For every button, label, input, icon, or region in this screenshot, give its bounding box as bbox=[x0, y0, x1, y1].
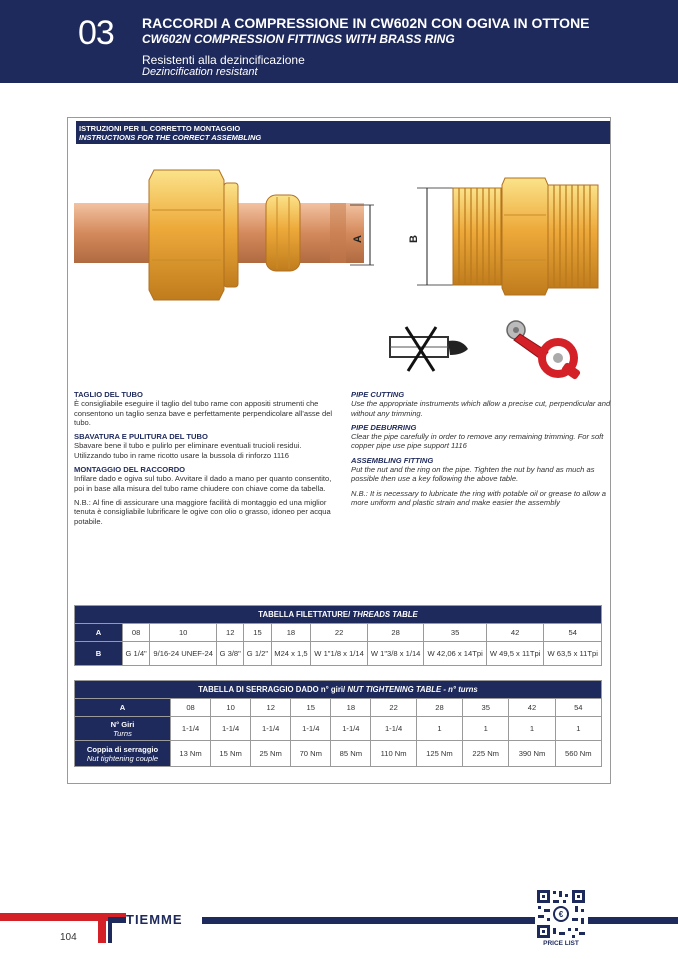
instruction-item bbox=[351, 423, 613, 451]
page-header bbox=[0, 0, 678, 83]
row-label-it: Coppia di serraggio bbox=[86, 744, 159, 754]
table-cell: 1-1/4 bbox=[371, 717, 416, 741]
instruction-text: È consigliabile eseguire il taglio del tubo rame con appositi strumenti che consentono un taglio senza bave e perfettamente perpendicolare all'asse del tubo. bbox=[74, 399, 333, 427]
table-cell: 08 bbox=[171, 699, 211, 717]
page-subtitle: Resistenti alla dezincificazione bbox=[142, 53, 305, 67]
instruction-item bbox=[74, 465, 336, 493]
table-row bbox=[75, 642, 602, 666]
table-cell: 1-1/4 bbox=[211, 717, 251, 741]
instruction-text: Put the nut and the ring on the pipe. Tighten the nut by hand as much as possible then use a key following the above table. bbox=[351, 465, 595, 484]
table-cell: W 1"3/8 x 1/14 bbox=[367, 642, 424, 666]
table-cell: 22 bbox=[311, 624, 368, 642]
caption-it: TABELLA FILETTATURE/ bbox=[258, 610, 351, 619]
dimension-b-label: B bbox=[408, 235, 420, 243]
footer-logo-mark bbox=[86, 913, 126, 945]
footer-blue-bar bbox=[202, 917, 535, 924]
table-cell: 18 bbox=[271, 624, 311, 642]
table-cell: M24 x 1,5 bbox=[271, 642, 311, 666]
table-cell: 25 Nm bbox=[251, 741, 291, 767]
table-row bbox=[75, 624, 602, 642]
table-cell: 15 bbox=[291, 699, 331, 717]
caption-it: TABELLA DI SERRAGGIO DADO n° giri/ bbox=[198, 685, 346, 694]
hex-body bbox=[502, 178, 548, 295]
table-cell: G 1/4" bbox=[123, 642, 150, 666]
caption-en: THREADS TABLE bbox=[352, 610, 418, 619]
row-header: B bbox=[75, 642, 123, 666]
row-label-en: Turns bbox=[113, 728, 132, 738]
table-cell: 560 Nm bbox=[555, 741, 601, 767]
instructions-en bbox=[351, 390, 613, 512]
instruction-item bbox=[351, 456, 613, 484]
table-row bbox=[75, 717, 602, 741]
instruction-heading: PIPE CUTTING bbox=[351, 390, 405, 399]
instruction-text: N.B.: Al fine di assicurare una maggiore facilità di montaggio ed una miglior tenuta è consigliabile lubrificare le ogive con olio o grasso, idoneo per acqua potabile. bbox=[74, 497, 331, 526]
instruction-heading: PIPE DEBURRING bbox=[351, 422, 417, 432]
table-cell: 225 Nm bbox=[463, 741, 509, 767]
instruction-text: Sbavare bene il tubo e pulirlo per eliminare eventuali trucioli residui. Utilizzando tubo in rame ricotto usare la bussola di rinforzo 1116 bbox=[74, 441, 302, 460]
row-label-en: Nut tightening couple bbox=[86, 753, 159, 763]
table-cell: 1 bbox=[555, 717, 601, 741]
page-title-en: CW602N COMPRESSION FITTINGS WITH BRASS RING bbox=[142, 32, 455, 46]
instruction-item bbox=[74, 390, 336, 427]
table-cell: 22 bbox=[371, 699, 416, 717]
instruction-text: Clear the pipe carefully in order to remove any remaining trimming. For soft copper pipe use pipe support 1116 bbox=[351, 432, 604, 451]
table-cell: W 1"1/8 x 1/14 bbox=[311, 642, 368, 666]
table-cell: 390 Nm bbox=[509, 741, 555, 767]
tightening-table-caption bbox=[75, 681, 602, 699]
instruction-heading: TAGLIO DEL TUBO bbox=[74, 390, 143, 399]
instructions-heading-en: INSTRUCTIONS FOR THE CORRECT ASSEMBLING bbox=[79, 133, 262, 142]
row-header: A bbox=[75, 624, 123, 642]
fitting-nut bbox=[149, 170, 224, 300]
row-header: A bbox=[75, 699, 171, 717]
table-cell: 18 bbox=[331, 699, 371, 717]
table-cell: 10 bbox=[211, 699, 251, 717]
qr-code-icon[interactable] bbox=[535, 888, 587, 940]
table-cell: W 63,5 x 11Tpi bbox=[544, 642, 602, 666]
threads-table bbox=[74, 605, 602, 666]
table-cell: 1-1/4 bbox=[171, 717, 211, 741]
table-row bbox=[75, 741, 602, 767]
table-cell: 15 Nm bbox=[211, 741, 251, 767]
instruction-item bbox=[74, 432, 336, 460]
row-label-it: N° Giri bbox=[110, 719, 135, 729]
threaded-fitting-illustration bbox=[405, 175, 605, 300]
tightening-table bbox=[74, 680, 602, 767]
table-cell: G 3/8" bbox=[217, 642, 244, 666]
footer-blue-bar-right bbox=[588, 917, 678, 924]
instruction-text: Infilare dado e ogiva sul tubo. Avvitare il dado a mano per quanto consentito, poi in base alla misura del tubo rame chiudere con chiave come da tabella. bbox=[74, 474, 332, 493]
table-cell: 9/16-24 UNEF-24 bbox=[150, 642, 217, 666]
instruction-text: N.B.: It is necessary to lubricate the ring with potable oil or grease to allow a more uniform and plastic strain and make easier the assembly bbox=[351, 488, 606, 507]
page-number: 104 bbox=[60, 932, 77, 943]
table-cell: G 1/2" bbox=[244, 642, 271, 666]
table-cell: 1-1/4 bbox=[251, 717, 291, 741]
table-cell: 1 bbox=[416, 717, 462, 741]
brand-logo: TIEMME bbox=[126, 912, 183, 927]
dimension-a-label: A bbox=[352, 235, 364, 243]
table-cell: 70 Nm bbox=[291, 741, 331, 767]
threads-table-caption bbox=[75, 606, 602, 624]
instruction-heading: SBAVATURA E PULITURA DEL TUBO bbox=[74, 432, 208, 442]
table-cell: 1-1/4 bbox=[331, 717, 371, 741]
table-cell: W 42,06 x 14Tpi bbox=[424, 642, 486, 666]
table-cell: 1 bbox=[463, 717, 509, 741]
instruction-text: Use the appropriate instruments which allow a precise cut, perpendicular and without any trimming. bbox=[351, 399, 611, 418]
table-cell: 125 Nm bbox=[416, 741, 462, 767]
instructions-it bbox=[74, 390, 336, 531]
brass-ring bbox=[266, 195, 300, 271]
instruction-item bbox=[351, 390, 613, 418]
table-cell: 1 bbox=[509, 717, 555, 741]
table-cell: 54 bbox=[544, 624, 602, 642]
table-cell: 08 bbox=[123, 624, 150, 642]
instruction-heading: MONTAGGIO DEL RACCORDO bbox=[74, 465, 186, 475]
hacksaw-crossed-icon bbox=[384, 325, 474, 375]
instructions-heading bbox=[76, 121, 610, 144]
table-cell: 1-1/4 bbox=[291, 717, 331, 741]
pipe-cutter-icon bbox=[502, 318, 587, 380]
table-cell: 15 bbox=[244, 624, 271, 642]
table-cell: W 49,5 x 11Tpi bbox=[486, 642, 544, 666]
row-header bbox=[75, 717, 171, 741]
table-cell: 35 bbox=[463, 699, 509, 717]
instructions-heading-it: ISTRUZIONI PER IL CORRETTO MONTAGGIO bbox=[79, 124, 241, 133]
table-cell: 110 Nm bbox=[371, 741, 416, 767]
price-list-label: PRICE LIST bbox=[543, 940, 579, 947]
male-thread-left bbox=[453, 188, 505, 285]
svg-text:€: € bbox=[558, 910, 564, 919]
table-cell: 35 bbox=[424, 624, 486, 642]
table-cell: 54 bbox=[555, 699, 601, 717]
instruction-heading: ASSEMBLING FITTING bbox=[351, 455, 434, 465]
instruction-note bbox=[351, 489, 613, 508]
table-cell: 12 bbox=[251, 699, 291, 717]
table-cell: 28 bbox=[367, 624, 424, 642]
table-cell: 12 bbox=[217, 624, 244, 642]
instruction-note bbox=[74, 498, 336, 526]
caption-en: NUT TIGHTENING TABLE - n° turns bbox=[347, 685, 478, 694]
row-header bbox=[75, 741, 171, 767]
compression-fitting-illustration bbox=[74, 165, 384, 305]
table-cell: 42 bbox=[509, 699, 555, 717]
page-title: RACCORDI A COMPRESSIONE IN CW602N CON OGIVA IN OTTONE bbox=[142, 15, 590, 31]
table-cell: 28 bbox=[416, 699, 462, 717]
table-row bbox=[75, 699, 602, 717]
fitting-collar bbox=[224, 183, 238, 287]
table-cell: 10 bbox=[150, 624, 217, 642]
page-subtitle-en: Dezincification resistant bbox=[142, 66, 258, 78]
section-number: 03 bbox=[78, 14, 114, 52]
table-cell: 42 bbox=[486, 624, 544, 642]
table-cell: 85 Nm bbox=[331, 741, 371, 767]
table-cell: 13 Nm bbox=[171, 741, 211, 767]
